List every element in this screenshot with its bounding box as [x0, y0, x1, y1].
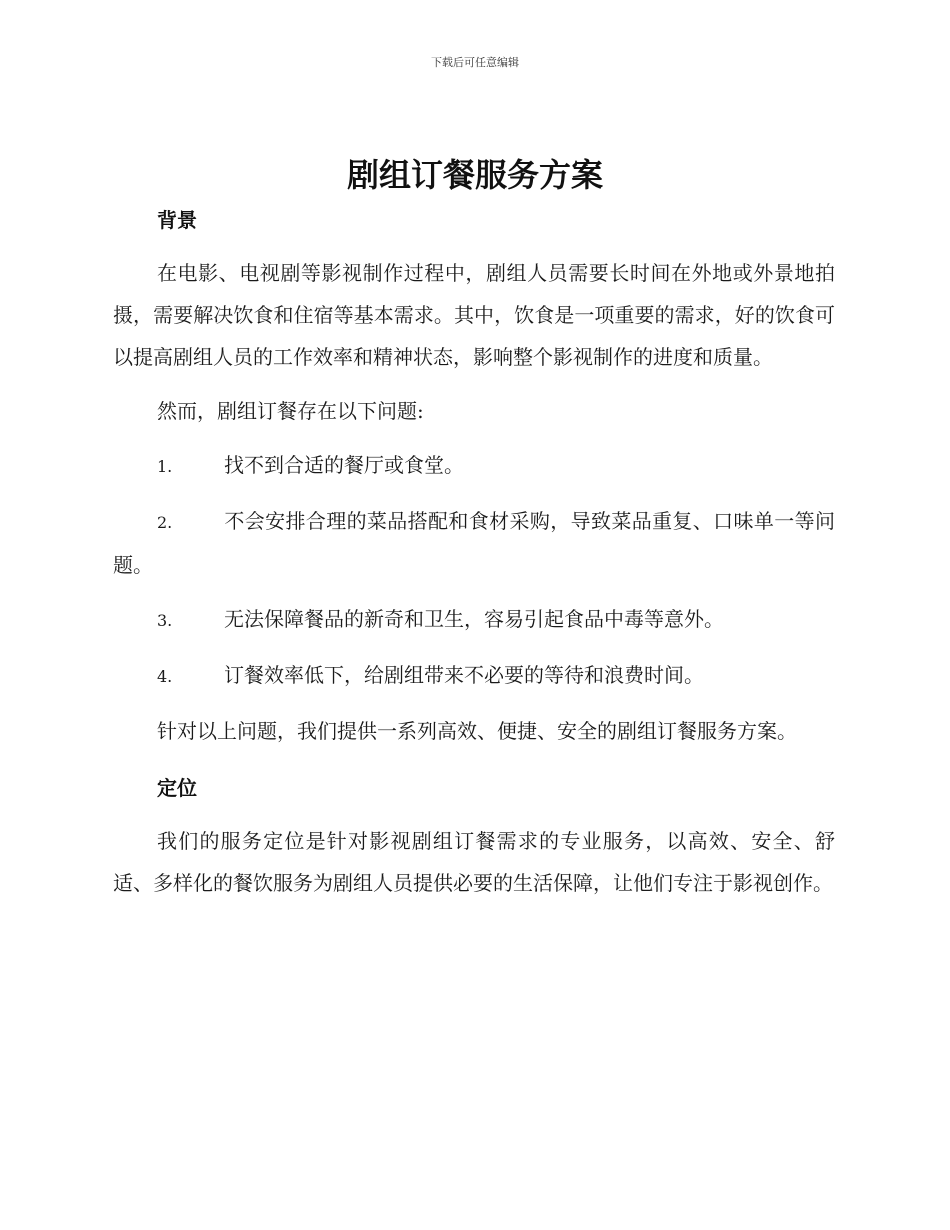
list-item	[113, 598, 835, 642]
list-number: 2.	[157, 513, 173, 532]
list-item-text: 订餐效率低下，给剧组带来不必要的等待和浪费时间。	[224, 663, 704, 687]
list-item-text: 无法保障餐品的新奇和卫生，容易引起食品中毒等意外。	[224, 607, 724, 631]
list-item	[113, 500, 835, 586]
section-heading-background: 背景	[157, 208, 197, 232]
paragraph: 我们的服务定位是针对影视剧组订餐需求的专业服务，以高效、安全、舒适、多样化的餐饮服务为剧组人员提供必要的生活保障，让他们专注于影视创作。	[113, 829, 835, 895]
paragraph: 然而，剧组订餐存在以下问题:	[157, 399, 424, 423]
list-item-text: 找不到合适的餐厅或食堂。	[224, 453, 464, 477]
section-heading-positioning: 定位	[157, 776, 197, 800]
document-title: 剧组订餐服务方案	[346, 156, 603, 194]
paragraph: 针对以上问题，我们提供一系列高效、便捷、安全的剧组订餐服务方案。	[157, 719, 797, 743]
list-number: 1.	[157, 457, 173, 476]
list-item-text: 不会安排合理的菜品搭配和食材采购，导致菜品重复、口味单一等问题。	[113, 509, 835, 577]
list-item	[113, 444, 835, 488]
list-number: 3.	[157, 611, 173, 630]
list-number: 4.	[157, 667, 173, 686]
document-body	[113, 200, 835, 904]
paragraph: 在电影、电视剧等影视制作过程中，剧组人员需要长时间在外地或外景地拍摄，需要解决饮食和住宿等基本需求。其中，饮食是一项重要的需求，好的饮食可以提高剧组人员的工作效率和精神状态，影响整个影视制作的进度和质量。	[113, 261, 835, 369]
header-note: 下载后可任意编辑	[431, 56, 519, 69]
list-item	[113, 654, 835, 698]
